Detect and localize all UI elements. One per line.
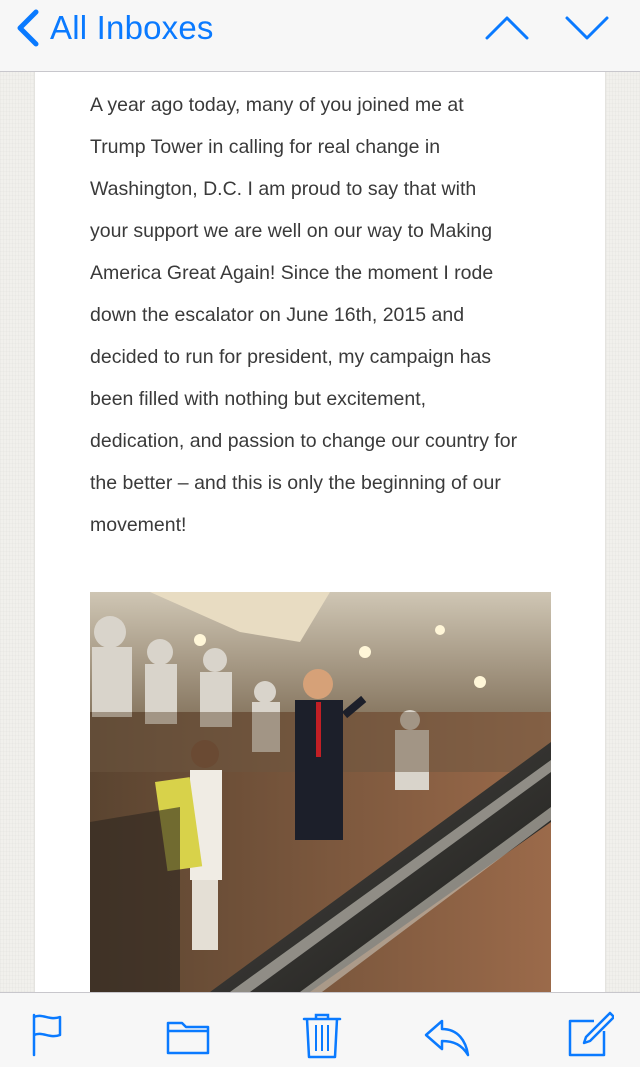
bottom-toolbar [0, 992, 640, 1067]
flag-button[interactable] [26, 1011, 74, 1059]
chevron-down-icon [562, 10, 612, 46]
compose-button[interactable] [566, 1011, 614, 1059]
message-image[interactable] [90, 592, 551, 992]
compose-icon [566, 1011, 614, 1059]
move-to-folder-button[interactable] [164, 1011, 212, 1059]
trash-button[interactable] [298, 1011, 346, 1059]
trash-icon [298, 1011, 346, 1059]
reply-icon [422, 1011, 470, 1059]
message-content[interactable] [34, 72, 606, 992]
previous-message-button[interactable] [482, 10, 532, 46]
folder-icon [164, 1011, 212, 1059]
back-label: All Inboxes [50, 9, 214, 46]
chevron-left-icon [14, 6, 44, 50]
chevron-up-icon [482, 10, 532, 46]
message-body: A year ago today, many of you joined me at Trump Tower in calling for real change in Washington, D.C. I am proud to say that with your support we are well on our way to Making America Great Again! Since the moment I rode down the escalator on June 16th, 2015 and decided to run for president, my campaign has been filled with nothing but excitement, dedication, and passion to change our country for the better – and this is only the beginning of our movement! [90, 94, 518, 536]
flag-icon [26, 1011, 74, 1059]
next-message-button[interactable] [562, 10, 612, 46]
navigation-bar [0, 0, 640, 72]
reply-button[interactable] [422, 1011, 470, 1059]
back-button[interactable] [14, 6, 214, 50]
escalator-photo-graphic [90, 592, 551, 992]
